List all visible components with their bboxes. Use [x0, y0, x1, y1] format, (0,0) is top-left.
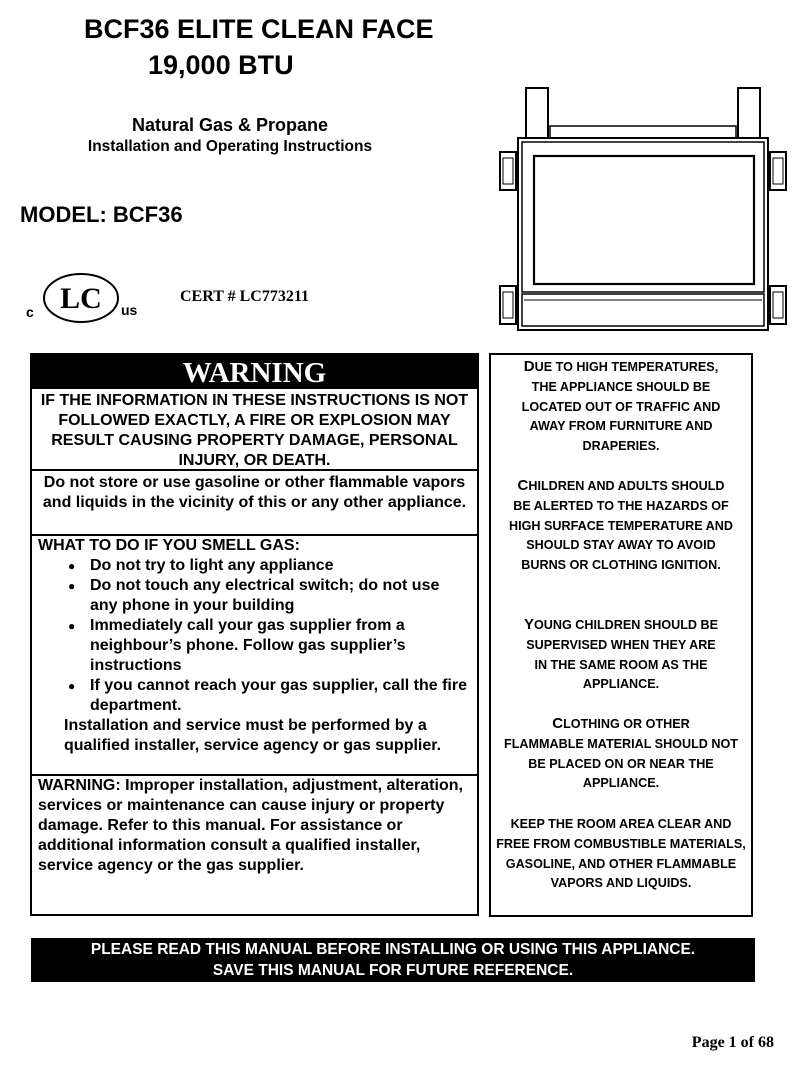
lc-certification-logo — [42, 272, 120, 324]
btu-rating: 19,000 BTU — [148, 50, 294, 80]
banner-line-1: PLEASE READ THIS MANUAL BEFORE INSTALLING OR USING THIS APPLIANCE. — [90, 941, 696, 958]
cert-number: CERT # LC773211 — [180, 288, 309, 305]
list-item: ● Do not try to light any appliance — [68, 557, 334, 574]
warning-box — [30, 353, 479, 916]
divider — [32, 469, 477, 471]
safety-note-children: CHILDREN AND ADULTS SHOULD BE ALERTED TO THE HAZARDS OF HIGH SURFACE TEMPERATURE AND SHOULD STAY AWAY TO AVOID BURNS OR CLOTHING IGNITION. — [509, 477, 733, 573]
safety-note-clear-area: KEEP THE ROOM AREA CLEAR AND FREE FROM COMBUSTIBLE MATERIALS, GASOLINE, AND OTHER FLAMMABLE VAPORS AND LIQUIDS. — [496, 817, 746, 891]
flammable-storage-text: Do not store or use gasoline or other flammable vapors and liquids in the vicinity of this or any other appliance. — [42, 474, 467, 511]
safety-note-supervision: YOUNG CHILDREN SHOULD BE SUPERVISED WHEN THEY ARE IN THE SAME ROOM AS THE APPLIANCE. — [523, 616, 719, 692]
safety-note-clothing: CLOTHING OR OTHER FLAMMABLE MATERIAL SHOULD NOT BE PLACED ON OR NEAR THE APPLIANCE. — [504, 715, 738, 791]
fireplace-illustration — [498, 86, 794, 332]
cert-mark-us: us — [121, 302, 138, 318]
manual-type: Installation and Operating Instructions — [87, 138, 373, 155]
safety-note-temperature: DUE TO HIGH TEMPERATURES, THE APPLIANCE SHOULD BE LOCATED OUT OF TRAFFIC AND AWAY FROM FURNITURE AND DRAPERIES. — [521, 358, 721, 454]
fuel-type: Natural Gas & Propane — [131, 115, 329, 135]
improper-installation-warning: WARNING: Improper installation, adjustment, alteration, services or maintenance can cause injury or property damage. Refer to this manual. For assistance or additional information consult a qualified installer, service agency or the gas supplier. — [38, 777, 463, 874]
cert-mark-c: c — [26, 304, 34, 320]
model-number: MODEL: BCF36 — [20, 202, 183, 227]
document-title: BCF36 ELITE CLEAN FACE — [84, 14, 434, 44]
list-item: ● Do not touch any electrical switch; do not use any phone in your building — [68, 577, 440, 614]
installation-note: Installation and service must be performed by a qualified installer, service agency or gas supplier. — [64, 717, 442, 754]
list-item: ● Immediately call your gas supplier from a neighbour’s phone. Follow gas supplier’s instructions — [68, 617, 406, 674]
smell-gas-section — [32, 536, 477, 756]
list-item: ● If you cannot reach your gas supplier, call the fire department. — [68, 677, 467, 714]
cert-mark-lc: LC — [60, 282, 102, 315]
banner-line-2: SAVE THIS MANUAL FOR FUTURE REFERENCE. — [212, 961, 574, 979]
page-number: Page 1 of 68 — [691, 1034, 774, 1051]
smell-gas-list — [38, 556, 471, 716]
warning-heading: WARNING — [32, 355, 477, 389]
read-manual-banner — [31, 938, 755, 982]
warning-explosion-text: IF THE INFORMATION IN THESE INSTRUCTIONS IS NOT FOLLOWED EXACTLY, A FIRE OR EXPLOSION MAY RESULT CAUSING PROPERTY DAMAGE, PERSONAL INJURY, OR DEATH. — [40, 392, 469, 469]
smell-gas-heading: WHAT TO DO IF YOU SMELL GAS: — [38, 537, 300, 554]
safety-notes-box — [489, 353, 753, 917]
